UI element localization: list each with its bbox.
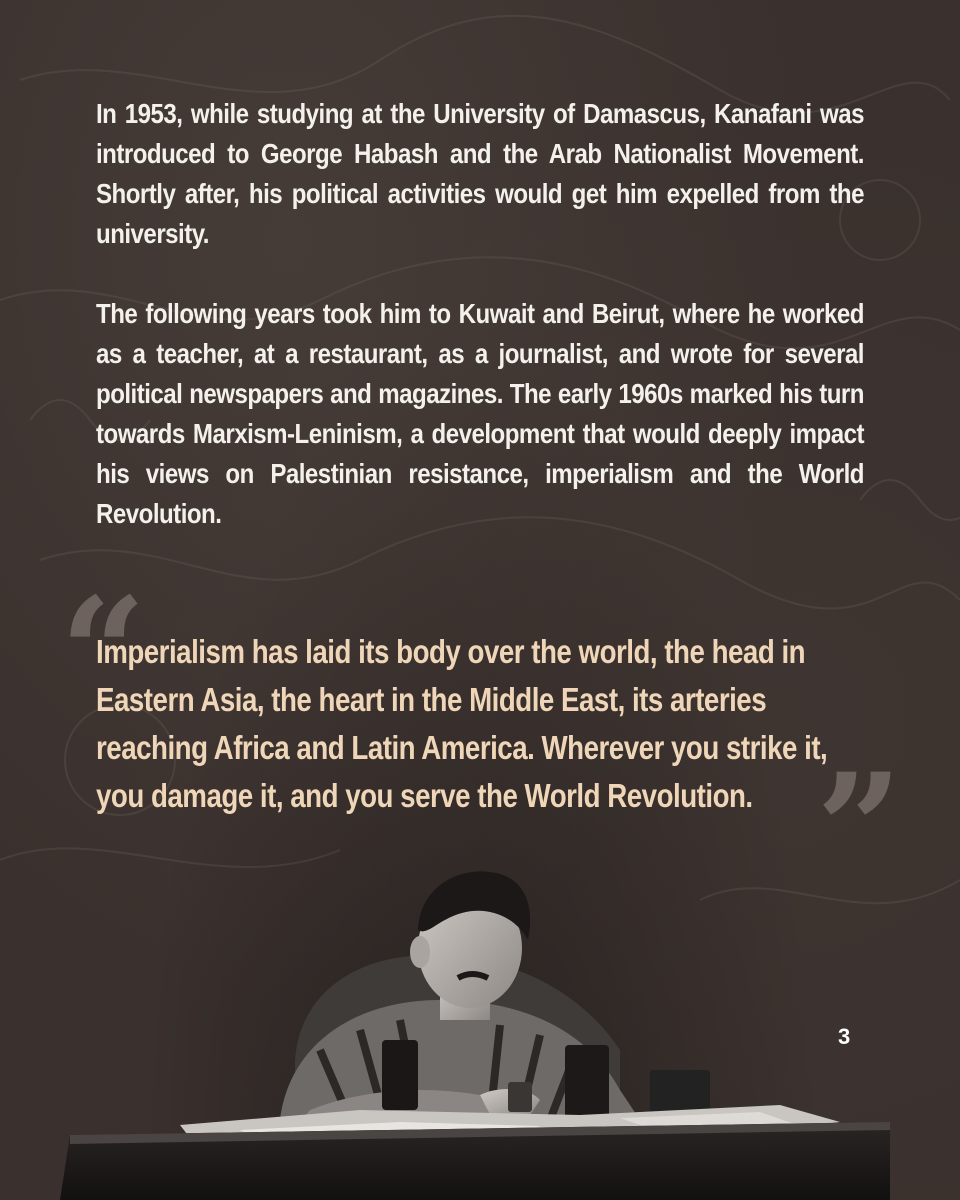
close-quote-icon: ”: [816, 741, 903, 917]
career-paragraph: The following years took him to Kuwait and Beirut, where he worked as a teacher, at a restaurant, as a journalist, and wrote for several political newspapers and magazines. The early 1960s marked his turn towards Marxism-Leninism, a development that would deeply impact his views on Palestinian resistance, imperialism and the World Revolution.: [96, 298, 864, 529]
page-number: 3: [838, 1024, 851, 1049]
open-quote-icon: “: [60, 565, 147, 741]
man-writing-at-desk-photo: [60, 860, 900, 1200]
quote-text: Imperialism has laid its body over the world, the head in Eastern Asia, the heart in the Middle East, its arteries reaching Africa and Latin America. Wherever you strike it, you damage it, and you serve the World Revolution.: [96, 633, 828, 814]
quote-block: [96, 628, 864, 820]
intro-paragraph: In 1953, while studying at the University of Damascus, Kanafani was introduced to George Habash and the Arab Nationalist Movement. Shortly after, his political activities would get him expelled from the university.: [96, 98, 864, 249]
